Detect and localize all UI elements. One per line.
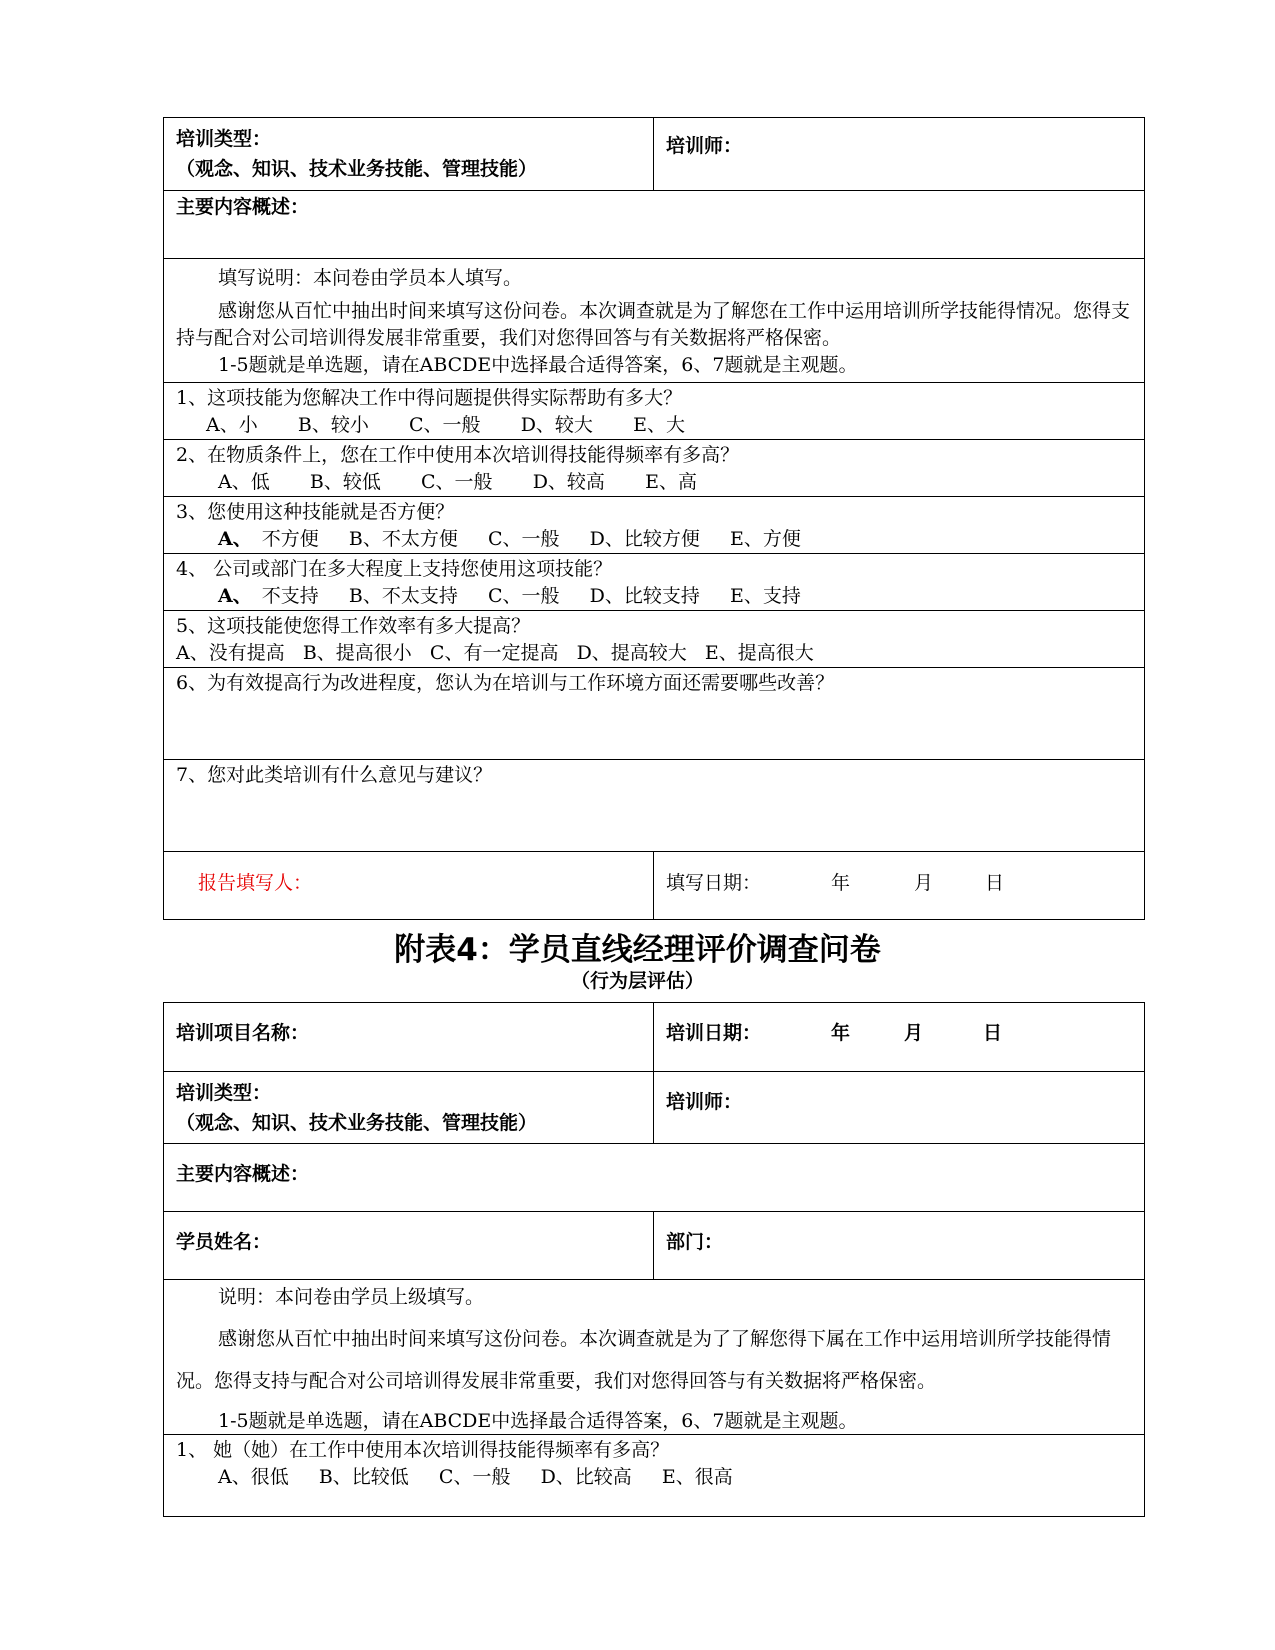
trainer-label: 培训师： <box>666 135 743 157</box>
option-rest-4: 不支持 B、不太支持 C、一般 D、比较支持 E、支持 <box>251 585 801 607</box>
question-text-5: 5、这项技能使您得工作效率有多大提高？ <box>176 615 531 637</box>
question-cell-5 <box>164 611 1144 667</box>
question-cell-1 <box>164 383 1144 439</box>
manager-question-text-1: 1、 她（她）在工作中使用本次培训得技能得频率有多高？ <box>176 1439 670 1461</box>
fill-date-year: 年 <box>831 872 851 894</box>
question-row-3 <box>164 496 1144 553</box>
manager-question-row-1 <box>164 1434 1144 1516</box>
instructions2-line1: 说明：本问卷由学员上级填写。 <box>218 1286 485 1308</box>
question-cell-4 <box>164 554 1144 610</box>
department-label: 部门： <box>666 1231 724 1253</box>
question-row-2 <box>164 439 1144 496</box>
option-a-prefix-4: A、 <box>218 585 252 607</box>
question-options-3 <box>176 526 1132 553</box>
question-text-2: 2、在物质条件上，您在工作中使用本次培训得技能得频率有多高？ <box>176 444 740 466</box>
content-summary-label: 主要内容概述： <box>176 196 310 218</box>
option-a-prefix-3: A、 <box>218 528 252 550</box>
training-type-label-2: 培训类型： <box>176 1082 272 1104</box>
content-summary-row <box>164 190 1144 258</box>
training-type-cell-2 <box>164 1072 654 1143</box>
fill-date-label: 填写日期： <box>666 872 762 894</box>
question-cell-2 <box>164 440 1144 496</box>
option-rest-3: 不方便 B、不太方便 C、一般 D、比较方便 E、方便 <box>251 528 801 550</box>
training-date-cell <box>654 1003 1144 1071</box>
student-name-label: 学员姓名： <box>164 1212 654 1279</box>
training-date-label: 培训日期： <box>666 1022 762 1044</box>
instructions-cell <box>164 259 1144 382</box>
trainer-label-2: 培训师： <box>666 1091 743 1113</box>
question-row-4 <box>164 553 1144 610</box>
student-dept-row <box>164 1211 1144 1279</box>
training-type-label: 培训类型： <box>176 128 272 150</box>
question-text-1: 1、这项技能为您解决工作中得问题提供得实际帮助有多大？ <box>176 387 683 409</box>
question-options-2: A、低 B、较低 C、一般 D、较高 E、高 <box>218 471 697 493</box>
instructions-line3: 1-5题就是单选题，请在ABCDE中选择最合适得答案，6、7题就是主观题。 <box>218 354 858 376</box>
training-type-options: （观念、知识、技术业务技能、管理技能） <box>176 158 538 180</box>
question-row-1 <box>164 382 1144 439</box>
fill-date-day: 日 <box>985 872 1005 894</box>
instructions-row <box>164 258 1144 382</box>
training-type-cell <box>164 118 654 190</box>
project-name-label: 培训项目名称： <box>164 1003 654 1071</box>
instructions-row-2 <box>164 1279 1144 1434</box>
trainee-survey-table <box>163 117 1145 920</box>
manager-question-cell-1 <box>164 1435 1144 1516</box>
training-date-month: 月 <box>904 1022 924 1044</box>
project-date-row <box>164 1003 1144 1071</box>
question-text-7: 7、您对此类培训有什么意见与建议？ <box>176 764 493 786</box>
question-text-6: 6、为有效提高行为改进程度，您认为在培训与工作环境方面还需要哪些改善？ <box>176 672 835 694</box>
instructions2-line2: 感谢您从百忙中抽出时间来填写这份问卷。本次调查就是为了了解您得下属在工作中运用培训所学技能得情况。您得支持与配合对公司培训得发展非常重要，我们对您得回答与有关数据将严格保密。 <box>176 1328 1112 1392</box>
question-text-3: 3、您使用这种技能就是否方便？ <box>176 501 455 523</box>
question-options-1: A、小 B、较小 C、一般 D、较大 E、大 <box>206 414 685 436</box>
instructions-line1: 填写说明：本问卷由学员本人填写。 <box>218 267 523 289</box>
question-row-7 <box>164 759 1144 851</box>
trainer-cell <box>654 118 1144 190</box>
content-summary-label-2: 主要内容概述： <box>176 1163 310 1185</box>
manager-survey-table <box>163 1002 1145 1517</box>
signature-row <box>164 851 1144 919</box>
instructions2-line3: 1-5题就是单选题，请在ABCDE中选择最合适得答案，6、7题就是主观题。 <box>218 1410 858 1432</box>
type-trainer-row <box>164 118 1144 190</box>
instructions-cell-2 <box>164 1280 1144 1434</box>
question-row-5 <box>164 610 1144 667</box>
question-text-4: 4、 公司或部门在多大程度上支持您使用这项技能？ <box>176 558 613 580</box>
question-row-6 <box>164 667 1144 759</box>
question-options-5: A、没有提高 B、提高很小 C、有一定提高 D、提高较大 E、提高很大 <box>176 642 814 664</box>
training-date-day: 日 <box>983 1022 1003 1044</box>
training-date-year: 年 <box>831 1022 851 1044</box>
fill-date-cell <box>654 852 1144 919</box>
instructions-line2: 感谢您从百忙中抽出时间来填写这份问卷。本次调查就是为了解您在工作中运用培训所学技能得情况。您得支持与配合对公司培训得发展非常重要，我们对您得回答与有关数据将严格保密。 <box>176 300 1131 349</box>
fill-date-month: 月 <box>914 872 934 894</box>
type-trainer-row-2 <box>164 1071 1144 1143</box>
question-cell-3 <box>164 497 1144 553</box>
question-options-4 <box>176 583 1132 610</box>
page-title: 附表4：学员直线经理评价调查问卷 <box>394 932 881 968</box>
reporter-label: 报告填写人： <box>164 852 654 919</box>
manager-question-options-1: A、很低 B、比较低 C、一般 D、比较高 E、很高 <box>218 1466 733 1488</box>
page-subtitle: （行为层评估） <box>570 970 704 992</box>
content-summary-row-2 <box>164 1143 1144 1211</box>
training-type-options-2: （观念、知识、技术业务技能、管理技能） <box>176 1112 538 1134</box>
